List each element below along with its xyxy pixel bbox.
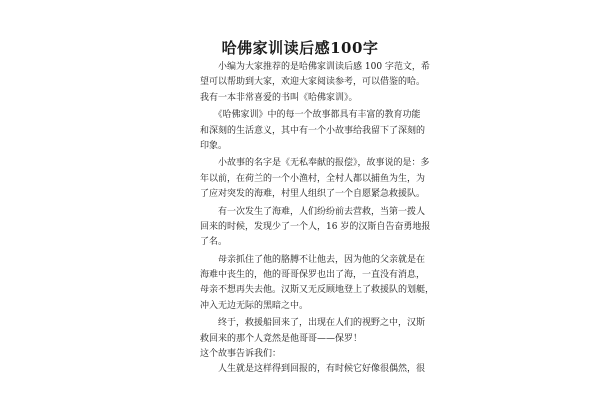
text-line: 《哈佛家训》中的每一个故事都具有丰富的教育功能: [200, 110, 421, 121]
text-line: 印象。: [200, 140, 228, 151]
text-line: 救回来的那个人竟然是他哥哥——保罗！: [200, 333, 363, 344]
text-line: 母亲抓住了他的胳膊不让他去，因为他的父亲就是在: [200, 254, 426, 265]
text-line: 海难中丧生的，他的哥哥保罗也出了海，一直没有消息，: [200, 270, 426, 281]
text-line: 人生就是这样得到回报的，有时候它好像很偶然，很: [200, 364, 426, 375]
text-line: 了名。: [200, 237, 228, 248]
text-line: 了应对突发的海难，村里人组织了一个自愿紧急救援队。: [200, 189, 426, 200]
text-line: 和深刻的生活意义，其中有一个小故事给我留下了深刻的: [200, 125, 426, 136]
text-line: 回来的时候，发现少了一个人，16 岁的汉斯自告奋勇地报: [200, 221, 431, 232]
text-line: 冲入无边无际的黑暗之中。: [200, 300, 309, 311]
text-line: 小故事的名字是《无私奉献的报偿》，故事说的是：多: [200, 158, 430, 169]
text-line: 有一次发生了海难，人们纷纷前去营救，当第一拨人: [200, 206, 426, 217]
text-line: 终于，救援船回来了，出现在人们的视野之中，汉斯: [200, 318, 426, 329]
text-line: 母亲不想再失去他。汉斯又无反顾地登上了救援队的划艇，: [200, 285, 435, 296]
document-title: 哈佛家训读后感100字: [221, 39, 379, 57]
text-line: 年以前，在荷兰的一个小渔村，全村人都以捕鱼为生，为: [200, 173, 426, 184]
text-line: 这个故事告诉我们：: [200, 349, 282, 360]
text-line: 小编为大家推荐的是哈佛家训读后感 100 字范文，希: [200, 62, 430, 72]
text-line: 望可以帮助到大家，欢迎大家阅读参考，可以借鉴的哈。: [200, 77, 426, 88]
text-line: 我有一本非常喜爱的书叫《哈佛家训》。: [200, 92, 358, 103]
document-body: [200, 60, 435, 378]
